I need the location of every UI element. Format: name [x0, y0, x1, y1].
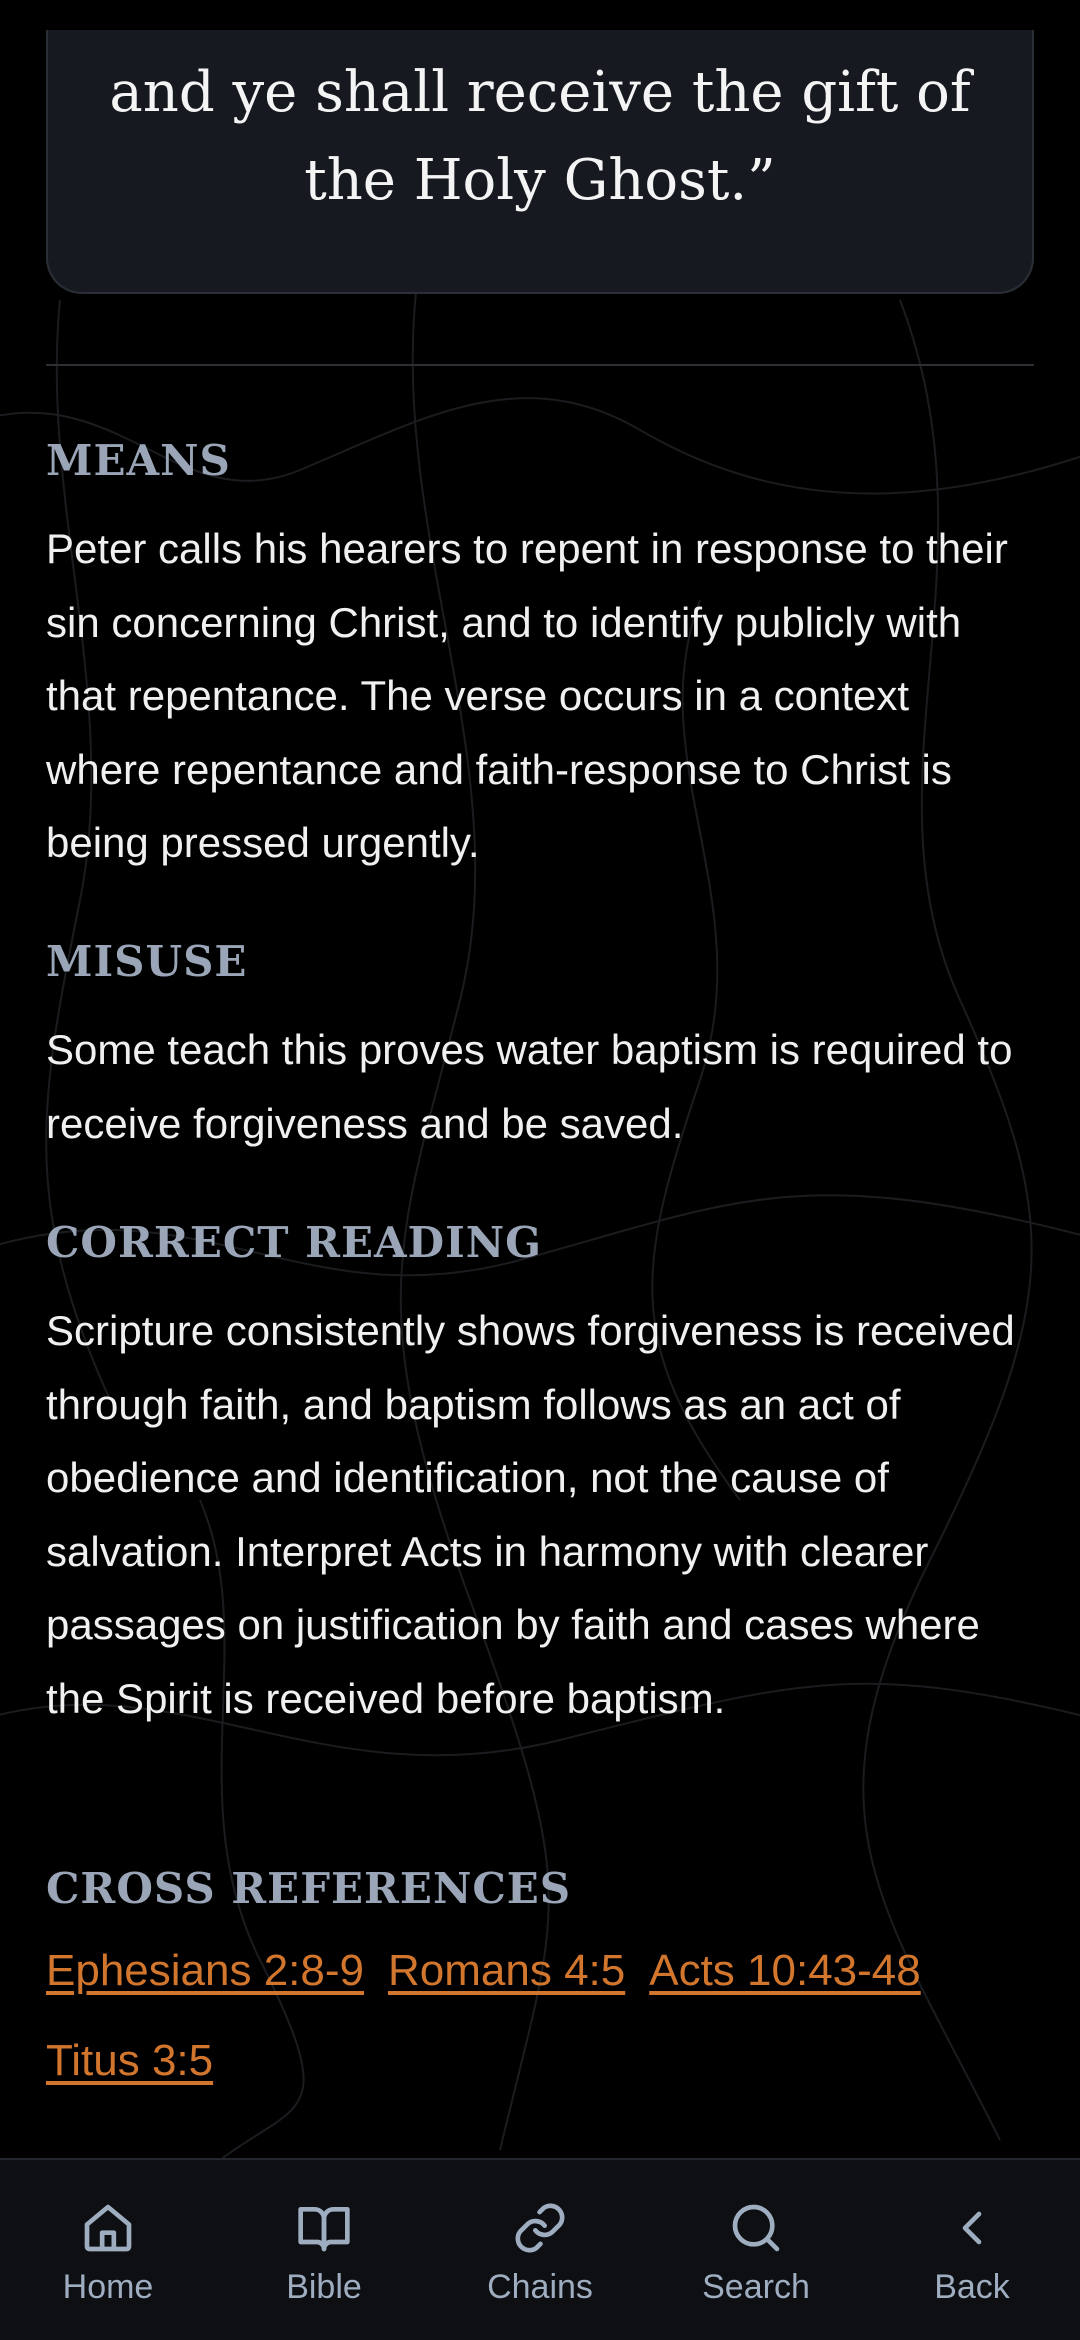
cross-reference-link[interactable]: Romans 4:5	[388, 1946, 626, 1995]
bottom-navigation	[0, 2158, 1080, 2340]
nav-home-label: Home	[62, 2268, 154, 2306]
nav-chains[interactable]	[432, 2160, 648, 2340]
misuse-heading: MISUSE	[46, 937, 248, 986]
home-icon	[80, 2200, 136, 2256]
nav-search[interactable]	[648, 2160, 864, 2340]
correct-reading-heading: CORRECT READING	[46, 1218, 542, 1267]
nav-back-label: Back	[934, 2268, 1010, 2306]
nav-home[interactable]	[0, 2160, 216, 2340]
cross-reference-link[interactable]: Ephesians 2:8-9	[46, 1946, 364, 1995]
nav-bible-label: Bible	[286, 2268, 362, 2306]
chevron-left-icon	[944, 2200, 1000, 2256]
section-divider	[46, 364, 1034, 366]
nav-chains-label: Chains	[487, 2268, 593, 2306]
cross-references-heading: CROSS REFERENCES	[46, 1864, 572, 1913]
cross-references-list	[46, 1946, 1036, 2086]
verse-text-line: the Holy Ghost.”	[304, 148, 776, 213]
correct-reading-body: Scripture consistently shows forgiveness is received through faith, and baptism follows as an act of obedience and identification, not the cause of salvation. Interpret Acts in harmony with clearer passages on justification by faith and cases where the Spirit is received before baptism.	[46, 1307, 1015, 1722]
search-icon	[728, 2200, 784, 2256]
cross-reference-link[interactable]: Titus 3:5	[46, 2036, 214, 2085]
means-body: Peter calls his hearers to repent in response to their sin concerning Christ, and to identify publicly with that repentance. The verse occurs in a context where repentance and faith-response to Christ is being pressed urgently.	[46, 525, 1008, 866]
link-icon	[512, 2200, 568, 2256]
verse-text-line: and ye shall receive the gift of	[109, 60, 971, 125]
means-heading: MEANS	[46, 436, 231, 485]
nav-bible[interactable]	[216, 2160, 432, 2340]
misuse-body: Some teach this proves water baptism is required to receive forgiveness and be saved.	[46, 1026, 1013, 1147]
nav-search-label: Search	[702, 2268, 810, 2306]
verse-card	[46, 30, 1034, 294]
cross-reference-link[interactable]: Acts 10:43-48	[649, 1946, 921, 1995]
book-icon	[296, 2200, 352, 2256]
nav-back[interactable]	[864, 2160, 1080, 2340]
